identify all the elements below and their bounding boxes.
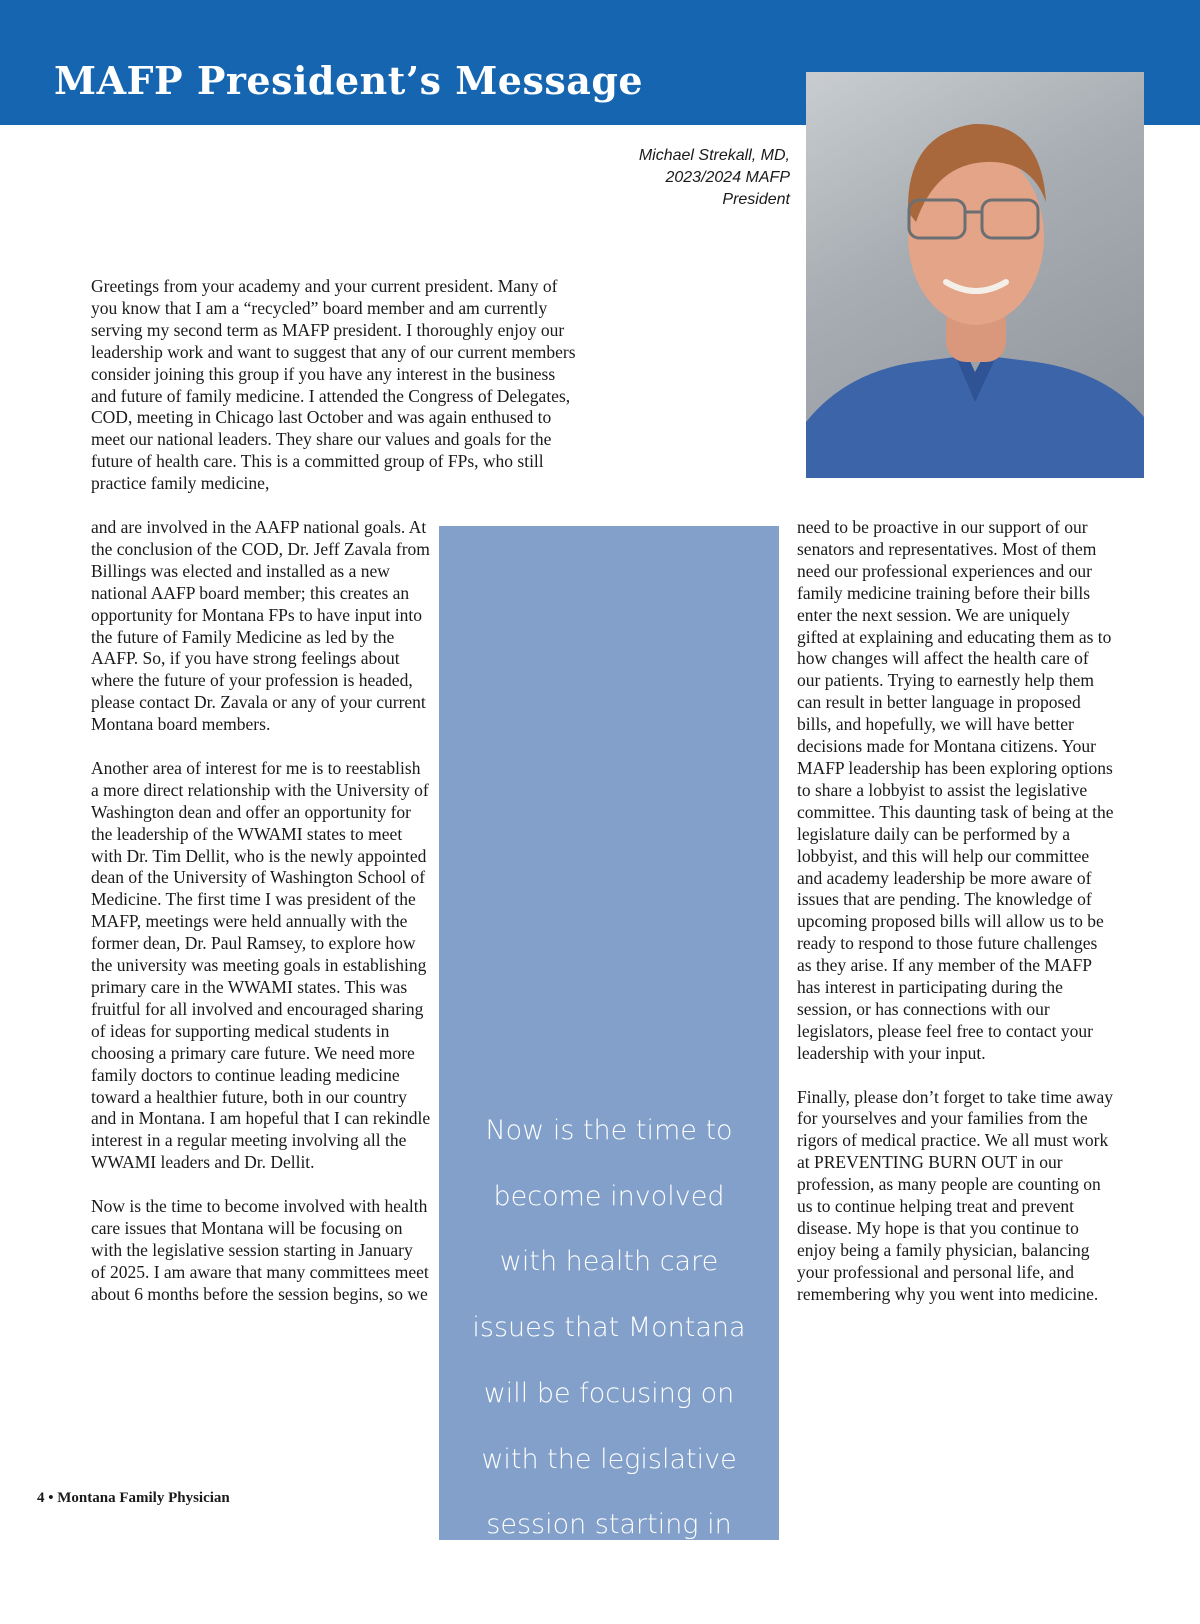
author-photo <box>806 72 1144 478</box>
article-right-column <box>797 517 1115 1328</box>
caption-role: 2023/2024 MAFP <box>665 169 790 187</box>
paragraph-wwami: Another area of interest for me is to reestablish a more direct relationship with the University of Washington dean and offer an opportunity for the leadership of the WWAMI states to meet with Dr. Tim Dellit, who is the newly appointed dean of the University of Washington School of Medicine. The first time I was president of the MAFP, meetings were held annually with the former dean, Dr. Paul Ramsey, to explore how the university was meeting goals in establishing primary care in the WWAMI states. This was fruitful for all involved and encouraged sharing of ideas for supporting medical students in choosing a primary care future. We need more family doctors to continue leading medicine toward a healthier future, both in our country and in Montana. I am hopeful that I can rekindle interest in a regular meeting involving all the WWAMI leaders and Dr. Dellit. <box>91 757 431 1173</box>
page-footer: 4 • Montana Family Physician <box>37 1490 230 1506</box>
caption-name: Michael Strekall, MD, <box>638 147 790 164</box>
paragraph-legislative: Now is the time to become involved with health care issues that Montana will be focusing on with the legislative session starting in January of 2025. I am aware that many committees meet about 6 months before the session begins, so we <box>91 1196 429 1304</box>
portrait-illustration <box>806 72 1144 478</box>
caption-title: President <box>722 191 790 209</box>
pull-quote <box>439 526 779 1606</box>
paragraph-cod: and are involved in the AAFP national goals. At the conclusion of the COD, Dr. Jeff Zavala from Billings was elected and installed as a new national AAFP board member; this creates an opportunity for Montana FPs to have input into the future of Family Medicine as led by the AAFP. So, if you have strong feelings about where the future of your profession is headed, please contact Dr. Zavala or any of your current Montana board members. <box>91 517 430 735</box>
paragraph-finally: Finally, please don’t forget to take time away for yourselves and your families from the rigors of medical practice. We all must work at PREVENTING BURN OUT in our profession, as many people are counting on us to continue helping treat and prevent disease. My hope is that you continue to enjoy being a family physician, balancing your professional and personal life, and remembering why you went into medicine. <box>797 1086 1114 1304</box>
pull-quote-text: Now is the time to become involved with health care issues that Montana will be focusing on with the legislative session starting in January of 2025. <box>472 1115 746 1606</box>
photo-caption <box>639 145 790 211</box>
article-intro <box>91 276 581 517</box>
paragraph-proactive: need to be proactive in our support of our senators and representatives. Most of them need our professional experiences and our family medicine training before their bills enter the next session. We are uniquely gifted at explaining and educating them as to how changes will affect the health care of our patients. Trying to earnestly help them can result in better language in proposed bills, and hopefully, we will have better decisions made for Montana citizens. Your MAFP leadership has been exploring options to share a lobbyist to assist the legislative committee. This daunting task of being at the legislature daily can be performed by a lobbyist, and this will help our committee and academy leadership be more aware of issues that are pending. The knowledge of upcoming proposed bills will allow us to be ready to respond to those future challenges as they arise. If any member of the MAFP has interest in participating during the session, or has connections with our legislators, please feel free to contact your leadership with your input. <box>797 517 1114 1063</box>
article-left-column <box>91 517 431 1327</box>
page-title: MAFP President’s Message <box>54 58 644 103</box>
paragraph-greeting: Greetings from your academy and your current president. Many of you know that I am a “recycled” board member and am currently serving my second term as MAFP president. I thoroughly enjoy our leadership work and want to suggest that any of our current members consider joining this group if you have any interest in the business and future of family medicine. I attended the Congress of Delegates, COD, meeting in Chicago last October and was again enthused to meet our national leaders. They share our values and goals for the future of health care. This is a committed group of FPs, who still practice family medicine, <box>91 276 576 494</box>
